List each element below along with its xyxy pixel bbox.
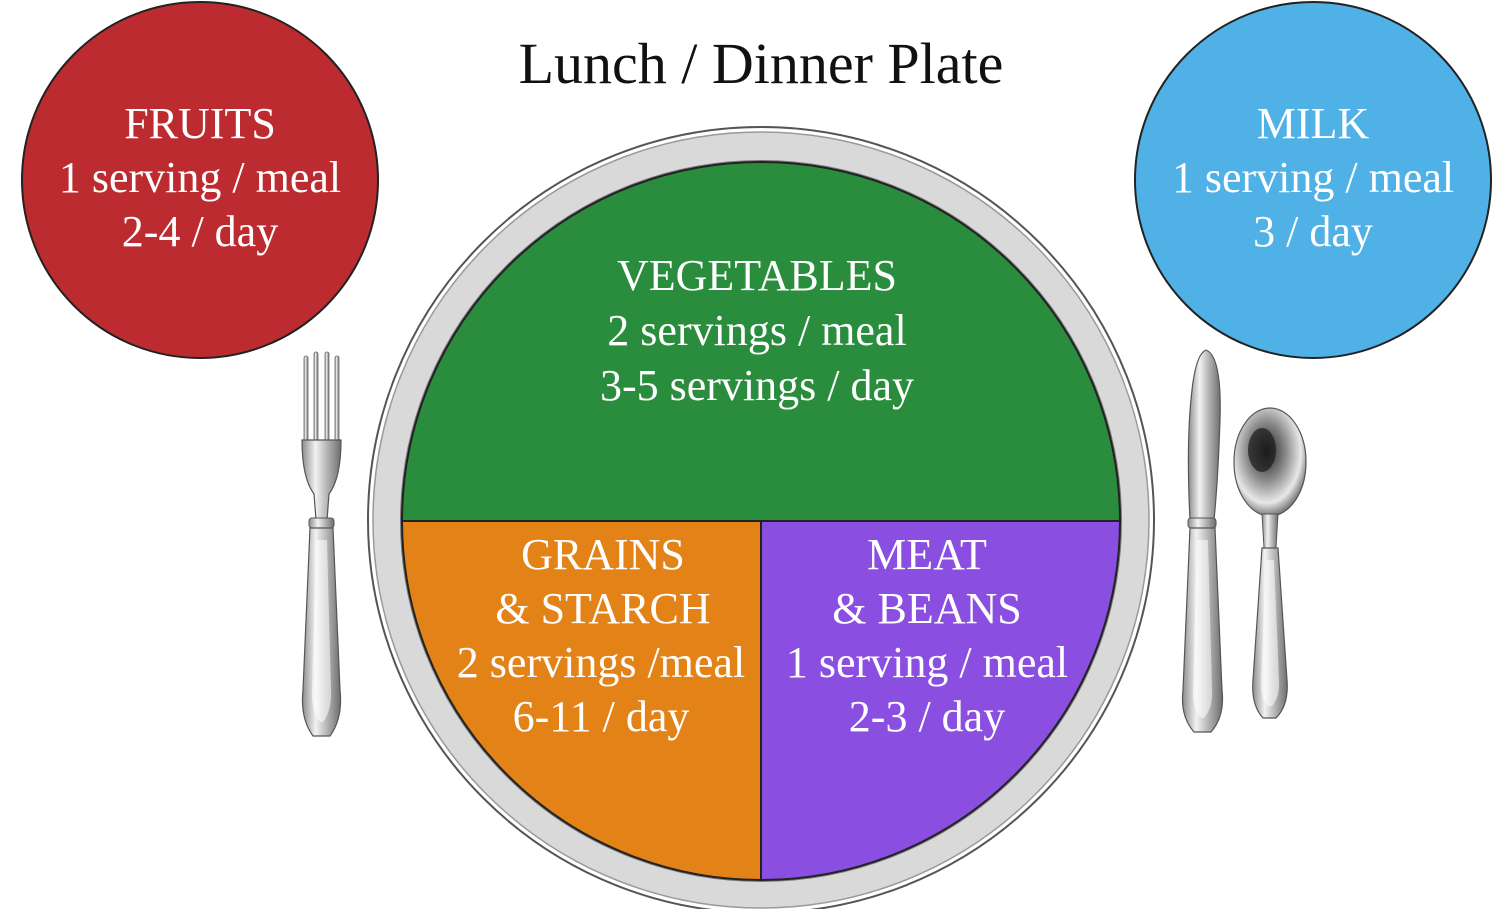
vegetables-label: VEGETABLES bbox=[616, 251, 898, 300]
page-title: Lunch / Dinner Plate bbox=[518, 31, 1004, 96]
grains-label-line2: & STARCH bbox=[495, 584, 711, 633]
meat-per-day: 2-3 / day bbox=[848, 692, 1006, 741]
milk-circle bbox=[1135, 2, 1491, 358]
spoon-icon bbox=[1234, 408, 1306, 718]
plate bbox=[368, 127, 1154, 909]
fruits-per-day: 2-4 / day bbox=[121, 207, 279, 256]
vegetables-per-day: 3-5 servings / day bbox=[599, 361, 915, 410]
milk-per-day: 3 / day bbox=[1253, 207, 1373, 256]
fork-icon bbox=[302, 352, 341, 736]
fruits-per-meal: 1 serving / meal bbox=[58, 153, 342, 202]
grains-per-meal: 2 servings /meal bbox=[456, 638, 746, 687]
grains-per-day: 6-11 / day bbox=[512, 692, 690, 741]
fruits-circle bbox=[22, 2, 378, 358]
grains-label: GRAINS bbox=[521, 530, 685, 579]
meat-per-meal: 1 serving / meal bbox=[785, 638, 1069, 687]
milk-label: MILK bbox=[1256, 99, 1370, 148]
fruits-label: FRUITS bbox=[124, 99, 276, 148]
knife-icon bbox=[1182, 350, 1222, 732]
milk-per-meal: 1 serving / meal bbox=[1171, 153, 1455, 202]
vegetables-per-meal: 2 servings / meal bbox=[607, 306, 907, 355]
meat-label-line2: & BEANS bbox=[832, 584, 1022, 633]
meat-label: MEAT bbox=[867, 530, 987, 579]
